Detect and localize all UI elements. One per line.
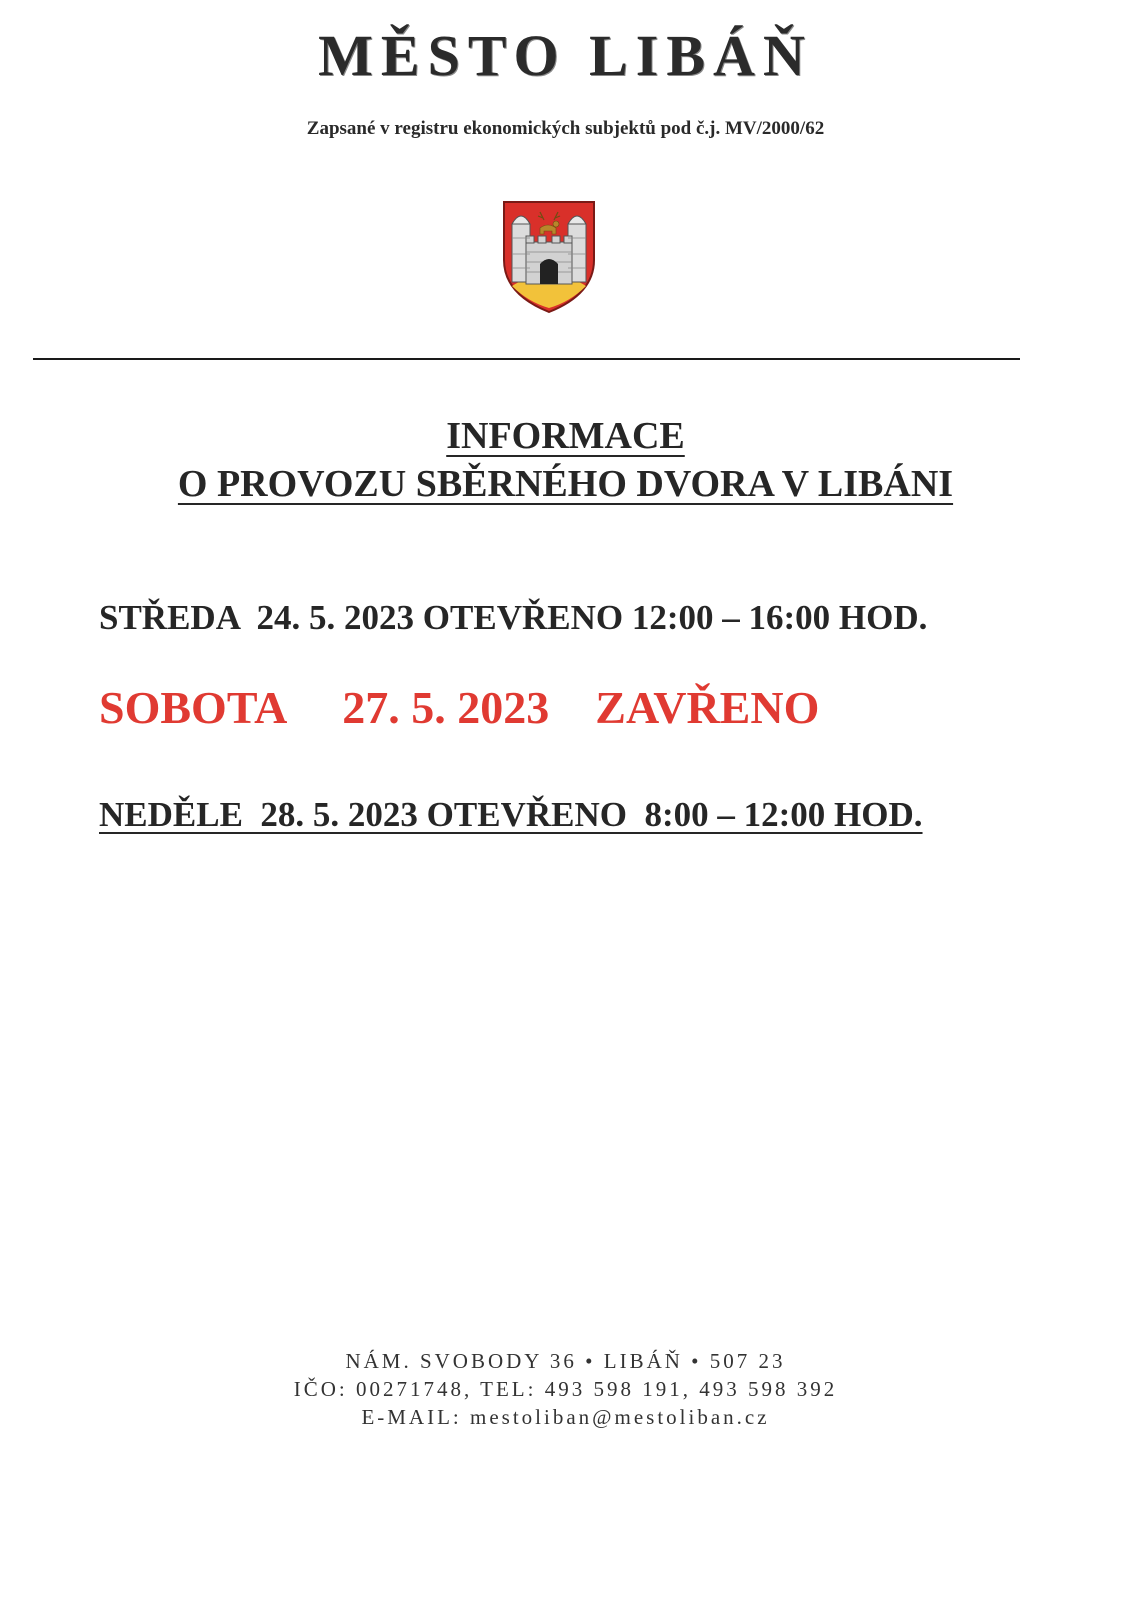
footer-email: E-MAIL: mestoliban@mestoliban.cz: [361, 1405, 770, 1429]
schedule-sunday: NEDĚLE 28. 5. 2023 OTEVŘENO 8:00 – 12:00 HOD.: [99, 795, 923, 834]
notice-heading-line2: O PROVOZU SBĚRNÉHO DVORA V LIBÁNI: [177, 463, 954, 505]
footer-address: NÁM. SVOBODY 36 • LIBÁŇ • 507 23: [345, 1349, 786, 1373]
notice-heading-line1: INFORMACE: [446, 415, 685, 457]
schedule-saturday-closed: SOBOTA 27. 5. 2023 ZAVŘENO: [99, 682, 820, 733]
town-title: MĚSTO LIBÁŇ: [318, 23, 813, 88]
header-divider: [33, 358, 1020, 360]
town-coat-of-arms-icon: [500, 198, 598, 316]
footer-ico-phone: IČO: 00271748, TEL: 493 598 191, 493 598 392: [293, 1377, 838, 1401]
registry-subtitle: Zapsané v registru ekonomických subjektů pod č.j. MV/2000/62: [306, 118, 825, 139]
schedule-wednesday: STŘEDA 24. 5. 2023 OTEVŘENO 12:00 – 16:00 HOD.: [99, 598, 928, 637]
